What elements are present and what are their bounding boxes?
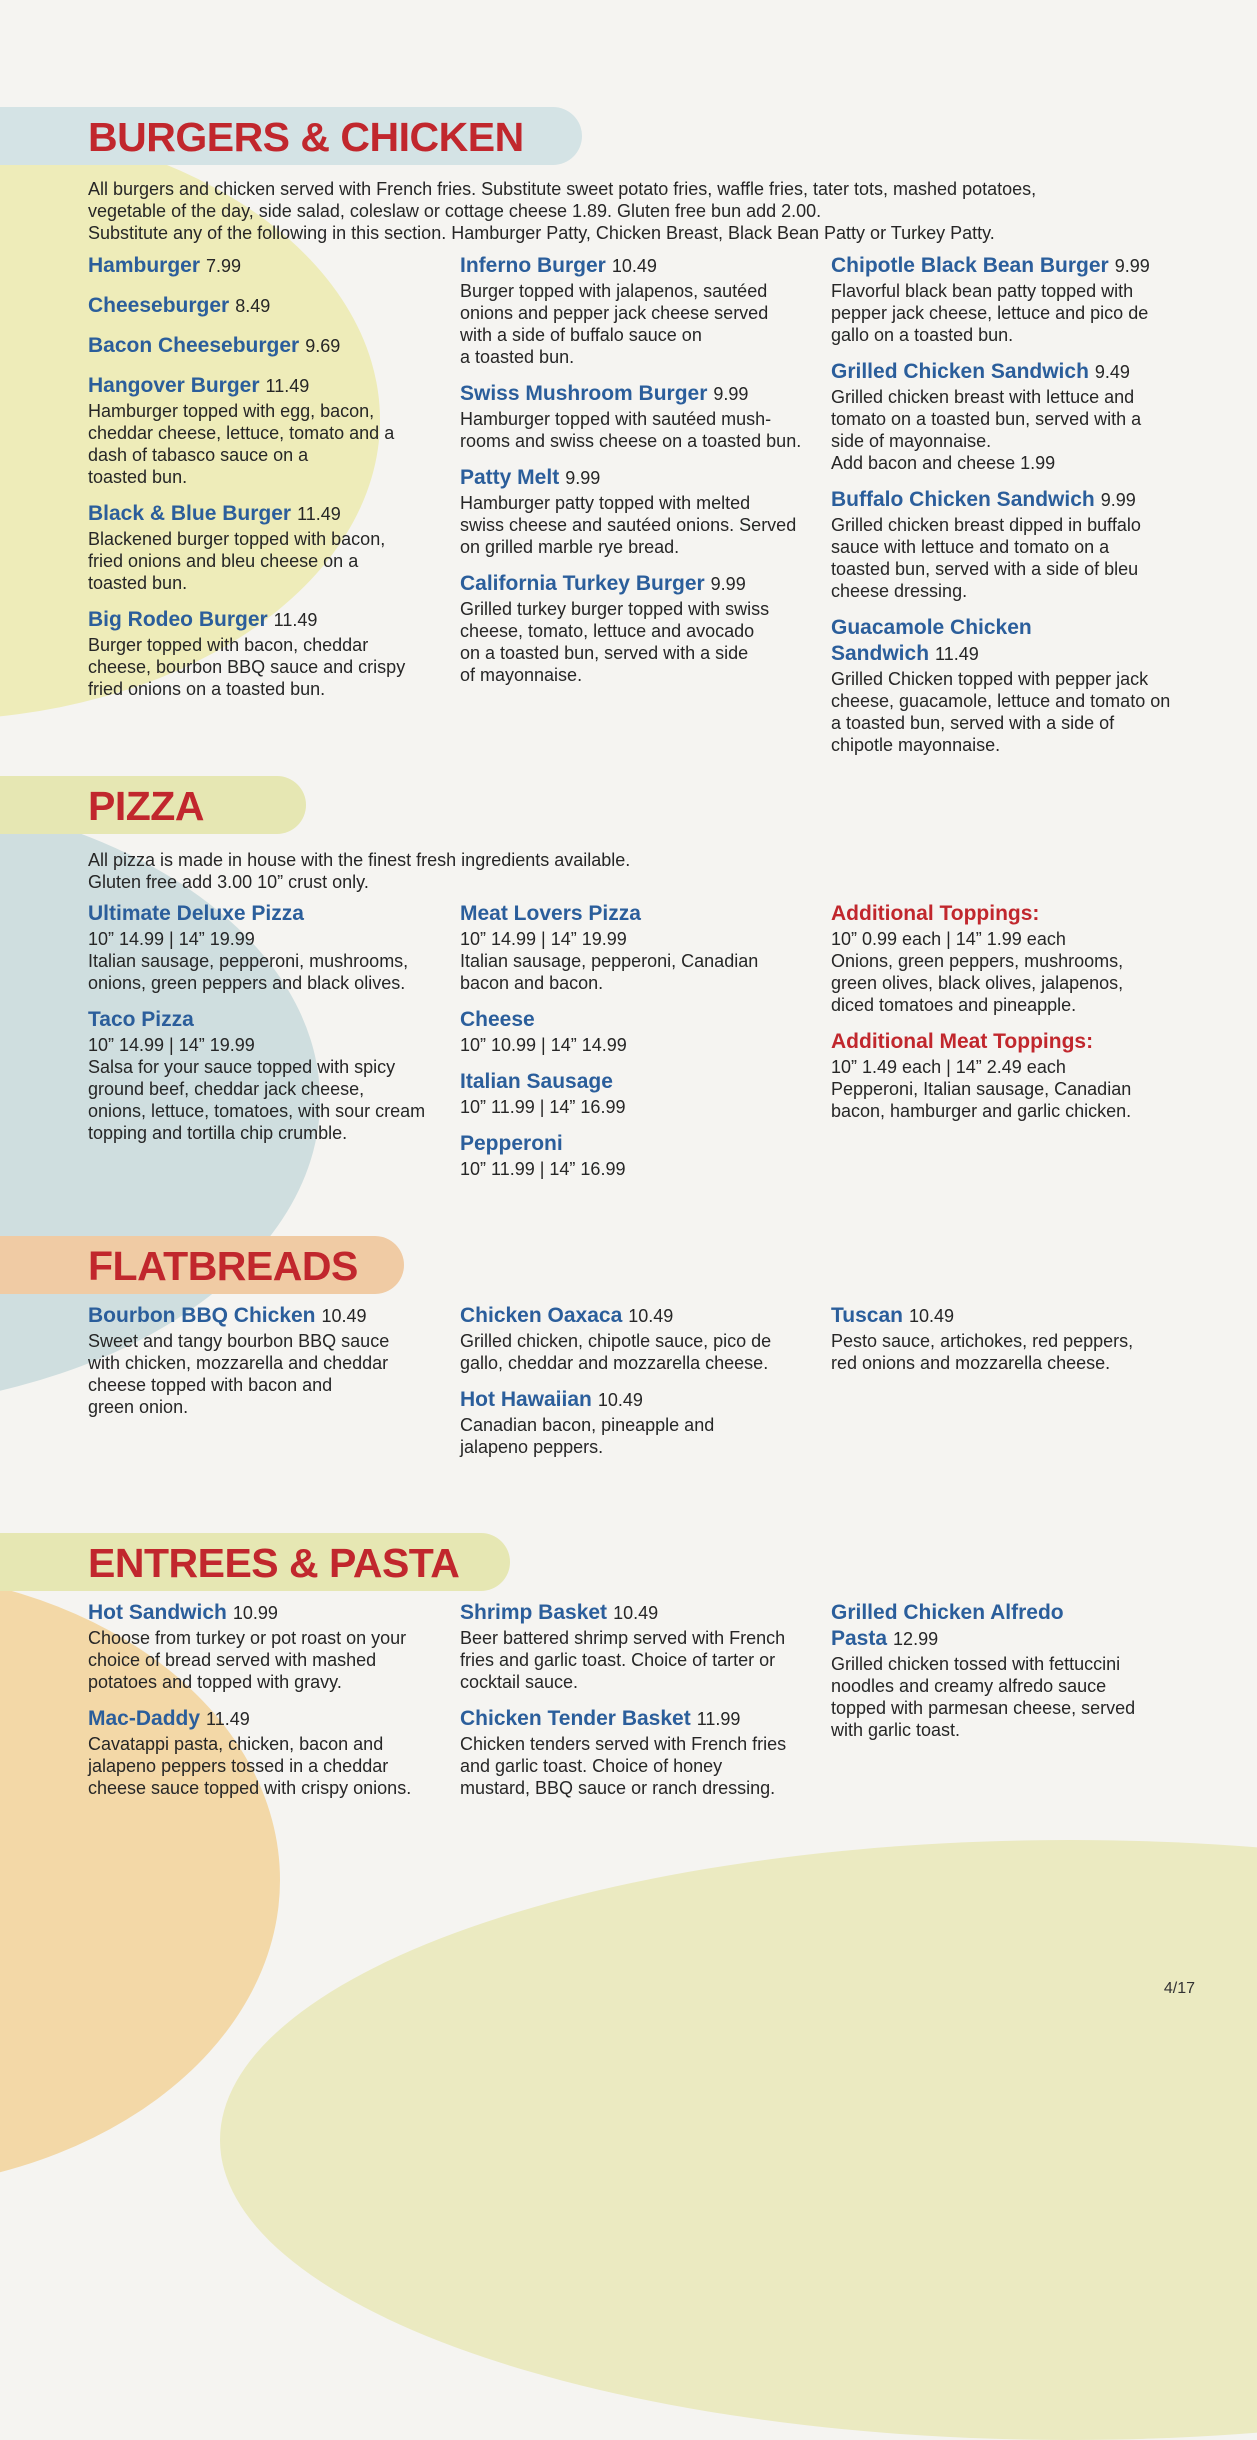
menu-item-name: Bourbon BBQ Chicken	[88, 1304, 316, 1327]
menu-item-description: fried onions on a toasted bun.	[88, 679, 326, 699]
menu-item-description: toasted bun, served with a side of bleu	[831, 559, 1139, 579]
menu-item-title	[460, 902, 805, 928]
menu-item-name: Ultimate Deluxe Pizza	[88, 902, 304, 925]
menu-item	[831, 616, 1176, 756]
section-heading: BURGERS & CHICKEN	[88, 114, 524, 160]
menu-item-price: 10.49	[613, 1603, 659, 1623]
menu-item-name: Hot Sandwich	[88, 1601, 227, 1624]
menu-item-description: cheese dressing.	[831, 581, 968, 601]
menu-item-description: jalapeno peppers.	[460, 1437, 604, 1457]
menu-item-description: toasted bun.	[88, 467, 188, 487]
menu-column	[460, 254, 805, 700]
menu-item-name: Chicken Tender Basket	[460, 1707, 691, 1730]
menu-item-name: Hangover Burger	[88, 374, 260, 397]
menu-item-description: onions, lettuce, tomatoes, with sour cream	[88, 1101, 426, 1121]
menu-item-description: bacon and bacon.	[460, 973, 604, 993]
menu-item-description: gallo, cheddar and mozzarella cheese.	[460, 1353, 769, 1373]
menu-item-description: on a toasted bun, served with a side	[460, 643, 749, 663]
menu-item-description: 10” 10.99 | 14” 14.99	[460, 1035, 627, 1055]
menu-item-description: fried onions and bleu cheese on a	[88, 551, 359, 571]
menu-item-description: Chicken tenders served with French fries	[460, 1734, 787, 1754]
menu-item-description: Cavatappi pasta, chicken, bacon and	[88, 1734, 384, 1754]
menu-item-price: 9.99	[710, 574, 746, 594]
menu-item-description: Flavorful black bean patty topped with	[831, 281, 1134, 301]
menu-item-title	[88, 374, 433, 400]
menu-column	[831, 1601, 1176, 1755]
menu-column	[831, 902, 1176, 1136]
menu-item-title	[88, 334, 433, 360]
menu-item-name: Chipotle Black Bean Burger	[831, 254, 1109, 277]
menu-item	[460, 1132, 805, 1180]
menu-item-name: Pepperoni	[460, 1132, 563, 1155]
menu-item-price: 10.49	[628, 1306, 674, 1326]
menu-item-name: Grilled Chicken Sandwich	[831, 360, 1089, 383]
menu-item-price: 9.99	[1114, 256, 1150, 276]
menu-column	[88, 254, 433, 714]
menu-item-description: side of mayonnaise.	[831, 431, 992, 451]
menu-item-title	[831, 360, 1176, 386]
menu-item	[460, 1304, 805, 1374]
menu-item-name: Taco Pizza	[88, 1008, 194, 1031]
menu-item-description: Italian sausage, pepperoni, Canadian	[460, 951, 759, 971]
menu-item-description: chipotle mayonnaise.	[831, 735, 1001, 755]
menu-item-name: Tuscan	[831, 1304, 903, 1327]
menu-item-title	[460, 1132, 805, 1158]
menu-item-price: 11.49	[935, 644, 979, 664]
menu-item-name: Swiss Mushroom Burger	[460, 382, 708, 405]
menu-item-description: Pesto sauce, artichokes, red peppers,	[831, 1331, 1134, 1351]
menu-item	[88, 334, 433, 360]
menu-item-description: topped with parmesan cheese, served	[831, 1698, 1136, 1718]
menu-item-description: Burger topped with bacon, cheddar	[88, 635, 369, 655]
menu-item	[88, 902, 433, 994]
menu-item-name: Grilled Chicken Alfredo Pasta	[831, 1601, 1064, 1650]
menu-item-description: gallo on a toasted bun.	[831, 325, 1014, 345]
menu-item-description: a toasted bun, served with a side of	[831, 713, 1115, 733]
menu-item-description: cheese topped with bacon and	[88, 1375, 333, 1395]
menu-item-title	[88, 1707, 433, 1733]
menu-item	[831, 1601, 1176, 1741]
menu-item-description: 10” 11.99 | 14” 16.99	[460, 1159, 626, 1179]
menu-item-price: 9.49	[1094, 362, 1130, 382]
menu-item-description: cheese, tomato, lettuce and avocado	[460, 621, 755, 641]
menu-item-description: sauce with lettuce and tomato on a	[831, 537, 1110, 557]
menu-item-description: bacon, hamburger and garlic chicken.	[831, 1101, 1132, 1121]
menu-item-name: Patty Melt	[460, 466, 560, 489]
menu-item-title	[460, 1601, 805, 1627]
menu-item	[88, 502, 433, 594]
menu-item-description: and garlic toast. Choice of honey	[460, 1756, 723, 1776]
menu-item-description: on grilled marble rye bread.	[460, 537, 680, 557]
menu-item-name: Hot Hawaiian	[460, 1388, 592, 1411]
menu-item-description: cheese, bourbon BBQ sauce and crispy	[88, 657, 406, 677]
menu-item-description: Choose from turkey or pot roast on your	[88, 1628, 407, 1648]
menu-item-price: 11.49	[265, 376, 310, 396]
intro-line: Gluten free add 3.00 10” crust only.	[88, 872, 369, 892]
menu-item-description: tomato on a toasted bun, served with a	[831, 409, 1142, 429]
menu-item-name: Additional Toppings:	[831, 902, 1040, 925]
menu-item-name: Hamburger	[88, 254, 201, 277]
menu-item	[831, 1304, 1176, 1374]
menu-item-description: cheddar cheese, lettuce, tomato and a	[88, 423, 395, 443]
menu-item-description: of mayonnaise.	[460, 665, 583, 685]
menu-item-description: topping and tortilla chip crumble.	[88, 1123, 348, 1143]
menu-item-price: 10.99	[232, 1603, 278, 1623]
menu-item-description: swiss cheese and sautéed onions. Served	[460, 515, 797, 535]
menu-item-name: Shrimp Basket	[460, 1601, 608, 1624]
menu-item-title	[831, 254, 1176, 280]
menu-item	[460, 1070, 805, 1118]
menu-item	[460, 254, 805, 368]
menu-item-name: Mac-Daddy	[88, 1707, 201, 1730]
menu-item	[831, 902, 1176, 1016]
menu-item	[88, 1008, 433, 1144]
menu-item-description: 10” 0.99 each | 14” 1.99 each	[831, 929, 1066, 949]
menu-item-name: Black & Blue Burger	[88, 502, 292, 525]
menu-item-name: Chicken Oaxaca	[460, 1304, 623, 1327]
menu-item-description: with garlic toast.	[831, 1720, 961, 1740]
menu-item-description: Onions, green peppers, mushrooms,	[831, 951, 1124, 971]
menu-item-price: 11.49	[273, 610, 318, 630]
menu-item-name: Bacon Cheeseburger	[88, 334, 300, 357]
menu-item-description: Blackened burger topped with bacon,	[88, 529, 386, 549]
menu-item-description: Grilled chicken tossed with fettuccini	[831, 1654, 1121, 1674]
menu-item-description: with chicken, mozzarella and cheddar	[88, 1353, 389, 1373]
menu-item-description: noodles and creamy alfredo sauce	[831, 1676, 1107, 1696]
menu-item	[831, 488, 1176, 602]
menu-item-description: Italian sausage, pepperoni, mushrooms,	[88, 951, 409, 971]
menu-column	[88, 902, 433, 1158]
menu-item-description: 10” 1.49 each | 14” 2.49 each	[831, 1057, 1066, 1077]
menu-item	[88, 608, 433, 700]
menu-item-description: onions and pepper jack cheese served	[460, 303, 769, 323]
menu-item-description: a toasted bun.	[460, 347, 575, 367]
menu-item	[460, 1388, 805, 1458]
menu-item	[88, 374, 433, 488]
menu-item-description: red onions and mozzarella cheese.	[831, 1353, 1111, 1373]
menu-item-description: Burger topped with jalapenos, sautéed	[460, 281, 768, 301]
menu-item-title	[460, 1304, 805, 1330]
section-intro	[88, 178, 1088, 244]
menu-item-description: Grilled chicken breast with lettuce and	[831, 387, 1135, 407]
menu-item-description: potatoes and topped with gravy.	[88, 1672, 342, 1692]
menu-item-price: 11.99	[696, 1709, 741, 1729]
menu-item-name: Additional Meat Toppings:	[831, 1030, 1094, 1053]
menu-item-price: 12.99	[893, 1629, 939, 1649]
menu-item-title	[831, 1601, 1176, 1653]
menu-item-description: with a side of buffalo sauce on	[460, 325, 702, 345]
menu-item	[460, 572, 805, 686]
section-heading: PIZZA	[88, 783, 204, 829]
menu-item-title	[88, 902, 433, 928]
menu-item	[88, 1304, 433, 1418]
menu-column	[831, 254, 1176, 770]
menu-item-description: cheese sauce topped with crispy onions.	[88, 1778, 412, 1798]
menu-item-title	[460, 1008, 805, 1034]
menu-item	[831, 254, 1176, 346]
menu-item-title	[88, 502, 433, 528]
menu-item-description: Canadian bacon, pineapple and	[460, 1415, 715, 1435]
menu-item-price: 11.49	[206, 1709, 250, 1729]
menu-item-name: Cheeseburger	[88, 294, 230, 317]
menu-item-price: 8.49	[235, 296, 271, 316]
menu-item-price: 11.49	[297, 504, 341, 524]
menu-item	[831, 360, 1176, 474]
menu-item-description: Hamburger patty topped with melted	[460, 493, 751, 513]
menu-item-description: onions, green peppers and black olives.	[88, 973, 406, 993]
menu-item	[460, 382, 805, 452]
menu-item-description: toasted bun.	[88, 573, 188, 593]
menu-item-description: Salsa for your sauce topped with spicy	[88, 1057, 396, 1077]
menu-item-title	[88, 1601, 433, 1627]
menu-item-name: Meat Lovers Pizza	[460, 902, 641, 925]
menu-item	[460, 1707, 805, 1799]
menu-column	[88, 1304, 433, 1432]
menu-item-title	[831, 616, 1176, 668]
menu-item-title	[88, 254, 433, 280]
menu-item-price: 10.49	[908, 1306, 955, 1326]
menu-item-description: Sweet and tangy bourbon BBQ sauce	[88, 1331, 390, 1351]
decor-circle-yellow-bottom	[220, 1840, 1257, 2440]
menu-item-price: 9.99	[565, 468, 601, 488]
menu-item-description: pepper jack cheese, lettuce and pico de	[831, 303, 1149, 323]
menu-item-name: Big Rodeo Burger	[88, 608, 268, 631]
menu-item-description: fries and garlic toast. Choice of tarter or	[460, 1650, 776, 1670]
menu-item-description: jalapeno peppers tossed in a cheddar	[88, 1756, 389, 1776]
menu-item-description: ground beef, cheddar jack cheese,	[88, 1079, 365, 1099]
menu-item-title	[88, 608, 433, 634]
menu-item-name: Guacamole Chicken Sandwich	[831, 616, 1032, 665]
menu-column	[460, 1304, 805, 1472]
section-heading: ENTREES & PASTA	[88, 1540, 460, 1586]
menu-item-title	[831, 1030, 1176, 1056]
intro-line: Substitute any of the following in this section. Hamburger Patty, Chicken Breast, Black Bean Patty or Turkey Patty.	[88, 223, 995, 243]
menu-item-description: Hamburger topped with sautéed mush-	[460, 409, 772, 429]
menu-item	[460, 1601, 805, 1693]
intro-line: All burgers and chicken served with French fries. Substitute sweet potato fries, waffle fries, tater tots, mashed potatoes,	[88, 179, 1037, 199]
menu-item-description: Beer battered shrimp served with French	[460, 1628, 786, 1648]
menu-item-description: Hamburger topped with egg, bacon,	[88, 401, 375, 421]
menu-item-name: Italian Sausage	[460, 1070, 613, 1093]
menu-item-description: choice of bread served with mashed	[88, 1650, 377, 1670]
menu-item-title	[460, 466, 805, 492]
menu-item-title	[460, 1707, 805, 1733]
menu-item-description: rooms and swiss cheese on a toasted bun.	[460, 431, 802, 451]
menu-item-name: Cheese	[460, 1008, 535, 1031]
menu-column	[460, 1601, 805, 1813]
menu-item-price: 10.49	[597, 1390, 643, 1410]
menu-item-title	[460, 1070, 805, 1096]
menu-column	[460, 902, 805, 1194]
menu-item-description: 10” 14.99 | 14” 19.99	[88, 929, 255, 949]
menu-item-title	[460, 382, 805, 408]
menu-item-price: 10.49	[321, 1306, 367, 1326]
menu-item-title	[831, 902, 1176, 928]
menu-column	[831, 1304, 1176, 1388]
menu-item-title	[88, 294, 433, 320]
intro-line: All pizza is made in house with the finest fresh ingredients available.	[88, 850, 631, 870]
menu-item-name: Inferno Burger	[460, 254, 606, 277]
menu-item-description: 10” 14.99 | 14” 19.99	[460, 929, 627, 949]
menu-item-price: 9.69	[305, 336, 341, 356]
menu-item-price: 7.99	[206, 256, 242, 276]
menu-item-title	[460, 572, 805, 598]
menu-item-description: Pepperoni, Italian sausage, Canadian	[831, 1079, 1132, 1099]
menu-item-description: 10” 14.99 | 14” 19.99	[88, 1035, 255, 1055]
menu-item	[88, 1601, 433, 1693]
menu-item-description: 10” 11.99 | 14” 16.99	[460, 1097, 626, 1117]
menu-item-title	[88, 1304, 433, 1330]
menu-item-description: cheese, guacamole, lettuce and tomato on	[831, 691, 1171, 711]
menu-item-title	[831, 1304, 1176, 1330]
menu-item-title	[88, 1008, 433, 1034]
menu-column	[88, 1601, 433, 1813]
menu-item-description: dash of tabasco sauce on a	[88, 445, 309, 465]
menu-item-description: Add bacon and cheese 1.99	[831, 453, 1056, 473]
menu-item-price: 10.49	[611, 256, 657, 276]
menu-item-description: mustard, BBQ sauce or ranch dressing.	[460, 1778, 776, 1798]
menu-item-description: Grilled chicken breast dipped in buffalo	[831, 515, 1141, 535]
menu-item	[88, 294, 433, 320]
menu-item-title	[831, 488, 1176, 514]
menu-item-description: green olives, black olives, jalapenos,	[831, 973, 1124, 993]
menu-item-name: California Turkey Burger	[460, 572, 705, 595]
menu-item-description: cocktail sauce.	[460, 1672, 579, 1692]
menu-item	[460, 466, 805, 558]
menu-item-price: 9.99	[713, 384, 749, 404]
page-number: 4/17	[1163, 1980, 1195, 1997]
menu-item-description: Grilled chicken, chipotle sauce, pico de	[460, 1331, 772, 1351]
menu-item-title	[460, 1388, 805, 1414]
menu-item-price: 9.99	[1100, 490, 1136, 510]
menu-item-description: Grilled turkey burger topped with swiss	[460, 599, 770, 619]
menu-item	[88, 1707, 433, 1799]
menu-item	[88, 254, 433, 280]
menu-item-description: green onion.	[88, 1397, 189, 1417]
menu-item	[831, 1030, 1176, 1122]
menu-item-description: Grilled Chicken topped with pepper jack	[831, 669, 1149, 689]
section-intro	[88, 849, 1088, 893]
menu-item-title	[460, 254, 805, 280]
menu-item	[460, 1008, 805, 1056]
section-heading: FLATBREADS	[88, 1243, 358, 1289]
menu-item-name: Buffalo Chicken Sandwich	[831, 488, 1095, 511]
menu-item	[460, 902, 805, 994]
menu-item-description: diced tomatoes and pineapple.	[831, 995, 1077, 1015]
intro-line: vegetable of the day, side salad, coleslaw or cottage cheese 1.89. Gluten free bun add 2.00.	[88, 201, 822, 221]
